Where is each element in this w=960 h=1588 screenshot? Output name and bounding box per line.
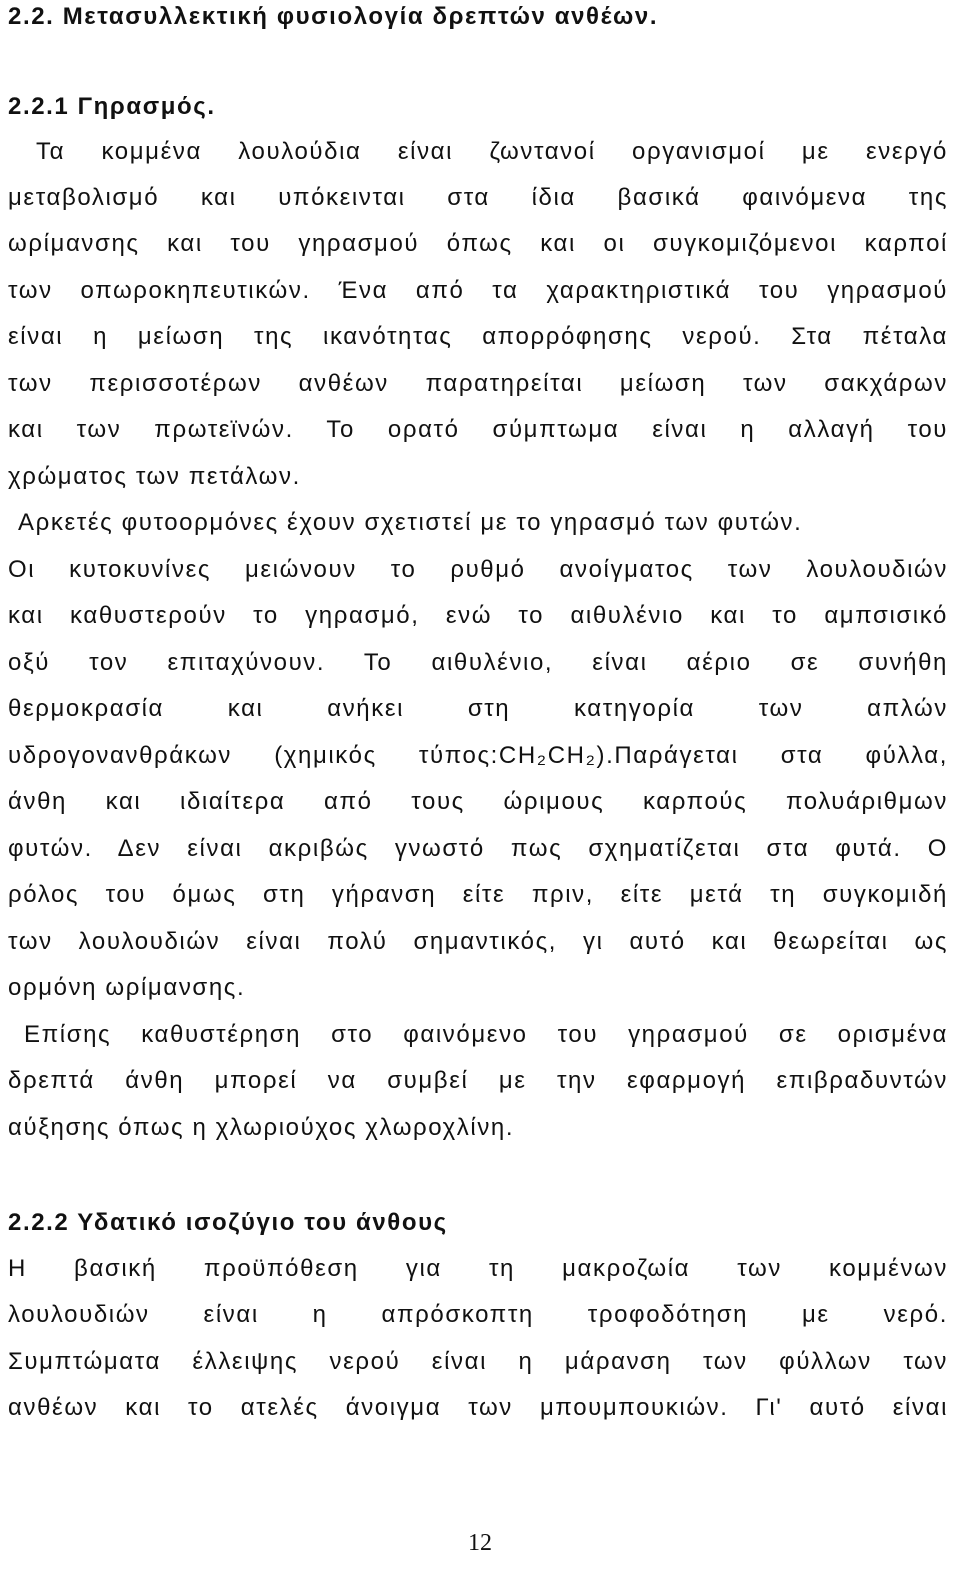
text-line: μεταβολισμό και υπόκεινται στα ίδια βασικά φαινόμενα της bbox=[8, 184, 948, 211]
text-line: αύξησης όπως η χλωριούχος χλωροχλίνη. bbox=[8, 1114, 515, 1141]
text-line: άνθη και ιδιαίτερα από τους ώριμους καρπούς πολυάριθμων bbox=[8, 788, 948, 815]
text-line: Αρκετές φυτοορμόνες έχουν σχετιστεί με το γηρασμό των φυτών. bbox=[18, 509, 803, 536]
text-line: και των πρωτεϊνών. Το ορατό σύμπτωμα είναι η αλλαγή του bbox=[8, 416, 948, 443]
text-line: είναι η μείωση της ικανότητας απορρόφησης νερού. Στα πέταλα bbox=[8, 323, 948, 350]
text-line: Συμπτώματα έλλειψης νερού είναι η μάρανση των φύλλων των bbox=[8, 1348, 948, 1375]
section-title: 2.2. Μετασυλλεκτική φυσιολογία δρεπτών ανθέων. bbox=[8, 3, 659, 30]
text-line: και καθυστερούν το γηρασμό, ενώ το αιθυλένιο και το αμπσισικό bbox=[8, 602, 948, 629]
text-line: Επίσης καθυστέρηση στο φαινόμενο του γηρασμού σε ορισμένα bbox=[24, 1021, 948, 1048]
subsection-title-aging: 2.2.1 Γηρασμός. bbox=[8, 93, 216, 120]
text-line: φυτών. Δεν είναι ακριβώς γνωστό πως σχηματίζεται στα φυτά. Ο bbox=[8, 835, 948, 862]
text-line: Οι κυτοκυνίνες μειώνουν το ρυθμό ανοίγματος των λουλουδιών bbox=[8, 556, 948, 583]
subsection-title-water-balance: 2.2.2 Υδατικό ισοζύγιο του άνθους bbox=[8, 1209, 448, 1236]
text-line: των λουλουδιών είναι πολύ σημαντικός, γι αυτό και θεωρείται ως bbox=[8, 928, 948, 955]
text-line: λουλουδιών είναι η απρόσκοπτη τροφοδότηση με νερό. bbox=[8, 1301, 948, 1328]
text-line: υδρογονανθράκων (χημικός τύπος:CH₂CH₂).Παράγεται στα φύλλα, bbox=[8, 742, 948, 769]
text-line: ανθέων και το ατελές άνοιγμα των μπουμπουκιών. Γι' αυτό είναι bbox=[8, 1394, 948, 1421]
text-line: Η βασική προϋπόθεση για τη μακροζωία των κομμένων bbox=[8, 1255, 948, 1282]
page-number: 12 bbox=[468, 1530, 492, 1556]
text-line: ωρίμανσης και του γηρασμού όπως και οι συγκομιζόμενοι καρποί bbox=[8, 230, 948, 257]
text-line: των οπωροκηπευτικών. Ένα από τα χαρακτηριστικά του γηρασμού bbox=[8, 277, 948, 304]
text-line: των περισσοτέρων ανθέων παρατηρείται μείωση των σακχάρων bbox=[8, 370, 948, 397]
text-line: οξύ τον επιταχύνουν. Το αιθυλένιο, είναι αέριο σε συνήθη bbox=[8, 649, 948, 676]
text-line: ορμόνη ωρίμανσης. bbox=[8, 974, 246, 1001]
text-line: χρώματος των πετάλων. bbox=[8, 463, 301, 490]
text-line: ρόλος του όμως στη γήρανση είτε πριν, είτε μετά τη συγκομιδή bbox=[8, 881, 948, 908]
text-line: δρεπτά άνθη μπορεί να συμβεί με την εφαρμογή επιβραδυντών bbox=[8, 1067, 948, 1094]
text-line: θερμοκρασία και ανήκει στη κατηγορία των απλών bbox=[8, 695, 948, 722]
text-line: Τα κομμένα λουλούδια είναι ζωντανοί οργανισμοί με ενεργό bbox=[36, 138, 948, 165]
